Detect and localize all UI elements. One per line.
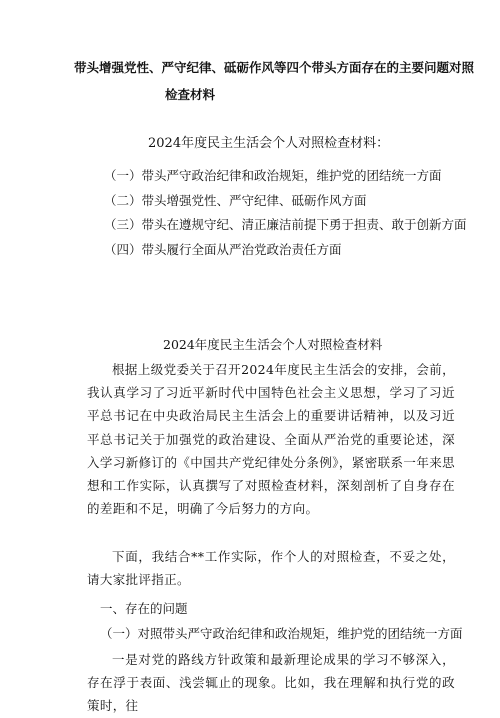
table-of-contents bbox=[104, 168, 467, 266]
toc-item-2: （二）带头增强党性、严守纪律、砥砺作风方面 bbox=[104, 192, 367, 208]
body-paragraph-3: 一是对党的路线方针政策和最新理论成果的学习不够深入，存在浮于表面、浅尝辄止的现象。比如，我在理解和执行党的政策时，往 bbox=[87, 652, 455, 714]
document-title-line-1: 带头增强党性、严守纪律、砥砺作风等四个带头方面存在的主要问题对照 bbox=[74, 60, 475, 75]
body-paragraph-2: 下面，我结合**工作实际，作个人的对照检查，不妥之处，请大家批评指正。 bbox=[87, 549, 455, 588]
toc-heading: 2024年度民主生活会个人对照检查材料： bbox=[148, 136, 390, 151]
section-title: 2024年度民主生活会个人对照检查材料 bbox=[163, 337, 383, 352]
toc-item-3: （三）带头在遵规守纪、清正廉洁前提下勇于担责、敢于创新方面 bbox=[104, 217, 467, 232]
heading-issues: 一、存在的问题 bbox=[100, 601, 188, 616]
toc-item-4: （四）带头履行全面从严治党政治责任方面 bbox=[104, 241, 342, 257]
body-paragraph-1: 根据上级党委关于召开2024年度民主生活会的安排，会前，我认真学习了习近平新时代中国特色社会主义思想，学习了习近平总书记在中央政治局民主生活会上的重要讲话精神，以及习近平总书记关于加强党的政治建设、全面从严治党的重要论述，深入学习新修订的《中国共产党纪律处分条例》，紧密联系一年来思想和工作实际，认真撰写了对照检查材料，深刻剖析了自身存在的差距和不足，明确了今后努力的方向。 bbox=[87, 362, 455, 517]
subheading-issue-1: （一）对照带头严守政治纪律和政治规矩，维护党的团结统一方面 bbox=[100, 626, 463, 641]
toc-item-1: （一）带头严守政治纪律和政治规矩，维护党的团结统一方面 bbox=[104, 168, 442, 183]
document-title-line-2: 检查材料 bbox=[165, 87, 216, 102]
